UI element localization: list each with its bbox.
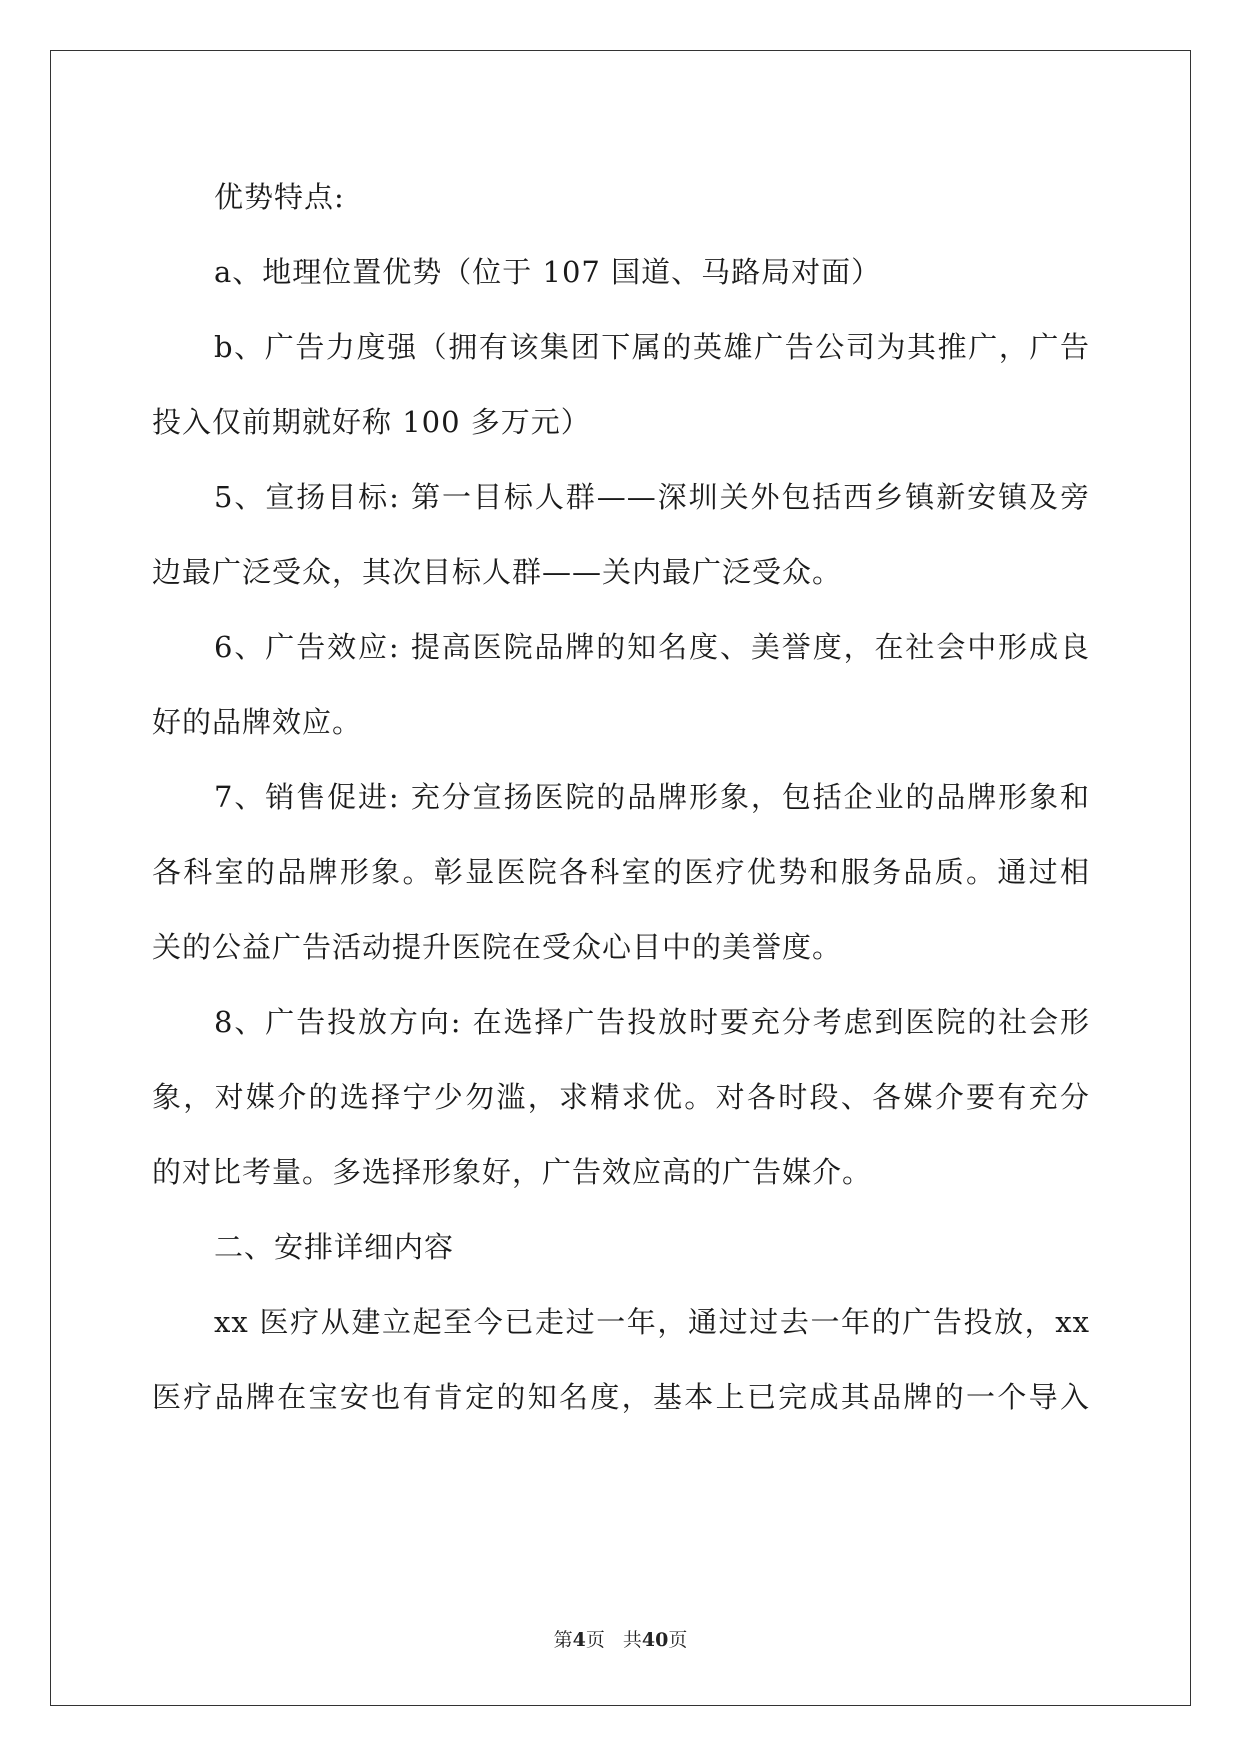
paragraph-line: 象，对媒介的选择宁少勿滥，求精求优。对各时段、各媒介要有充分 xyxy=(152,1080,1090,1114)
paragraph-line: 医疗品牌在宝安也有肯定的知名度，基本上已完成其品牌的一个导入 xyxy=(152,1380,1090,1414)
paragraph-line: 边最广泛受众，其次目标人群——关内最广泛受众。 xyxy=(152,555,843,589)
paragraph-line: 各科室的品牌形象。彰显医院各科室的医疗优势和服务品质。通过相 xyxy=(152,855,1090,889)
paragraph-line: 7、销售促进: 充分宣扬医院的品牌形象，包括企业的品牌形象和 xyxy=(214,780,1090,814)
paragraph-line: 8、广告投放方向: 在选择广告投放时要充分考虑到医院的社会形 xyxy=(214,1005,1090,1039)
paragraph-line: a、地理位置优势（位于 107 国道、马路局对面） xyxy=(214,255,882,289)
page-number: 4 xyxy=(572,1629,586,1651)
page-prefix: 第 xyxy=(553,1629,573,1651)
paragraph-line: 投入仅前期就好称 100 多万元） xyxy=(152,405,591,439)
paragraph-line: 关的公益广告活动提升医院在受众心目中的美誉度。 xyxy=(152,930,843,964)
paragraph-line: 的对比考量。多选择形象好，广告效应高的广告媒介。 xyxy=(152,1155,873,1189)
paragraph-line: 5、宣扬目标: 第一目标人群——深圳关外包括西乡镇新安镇及旁 xyxy=(214,480,1090,514)
paragraph-line: b、广告力度强（拥有该集团下属的英雄广告公司为其推广，广告 xyxy=(214,330,1090,364)
document-body xyxy=(152,160,1090,1435)
paragraph-line: 好的品牌效应。 xyxy=(152,705,363,739)
total-prefix: 共 xyxy=(622,1629,642,1651)
paragraph-line: xx 医疗从建立起至今已走过一年，通过过去一年的广告投放，xx xyxy=(214,1305,1090,1339)
paragraph-line: 6、广告效应: 提高医院品牌的知名度、美誉度，在社会中形成良 xyxy=(214,630,1090,664)
page-suffix: 页 xyxy=(585,1629,605,1651)
section-heading-arrangement: 二、安排详细内容 xyxy=(214,1230,455,1264)
page-footer xyxy=(0,1625,1241,1652)
section-heading-advantages: 优势特点: xyxy=(214,180,345,214)
total-suffix: 页 xyxy=(668,1629,688,1651)
total-pages: 40 xyxy=(641,1629,669,1651)
